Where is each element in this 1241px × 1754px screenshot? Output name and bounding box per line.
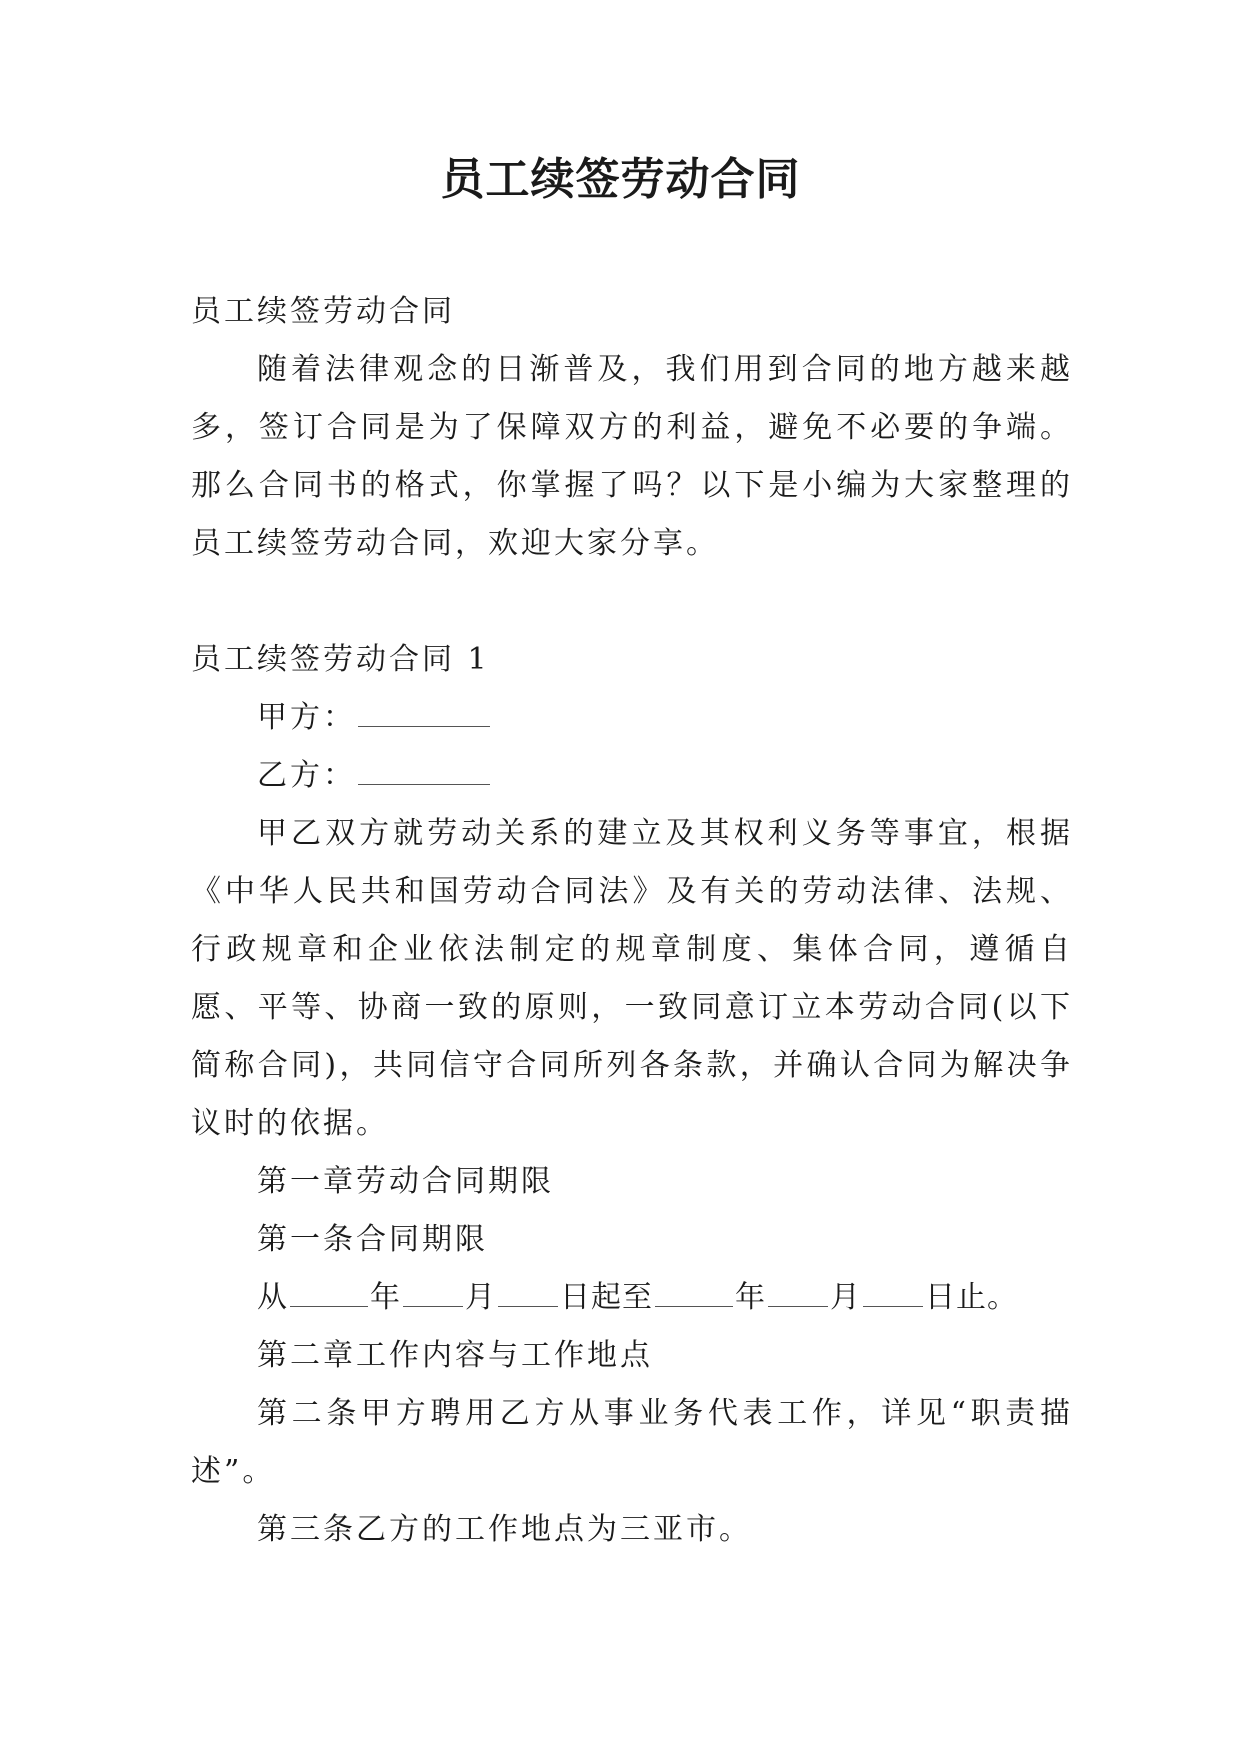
party-a-blank	[358, 696, 490, 727]
term-month-1: 月	[465, 1280, 496, 1315]
end-year-blank	[655, 1276, 733, 1307]
term-year-2: 年	[735, 1280, 766, 1315]
party-b-blank	[358, 754, 490, 785]
contract-heading: 员工续签劳动合同 1	[191, 642, 490, 677]
start-day-blank	[498, 1276, 558, 1307]
intro-section	[191, 283, 1073, 573]
party-b-line	[191, 747, 1073, 805]
intro-heading: 员工续签劳动合同	[191, 294, 455, 329]
term-month-2: 月	[830, 1280, 861, 1315]
start-month-blank	[403, 1276, 463, 1307]
contract-section	[191, 631, 1073, 1559]
article-1-heading: 第一条合同期限	[257, 1222, 488, 1257]
chapter-1-heading: 第一章劳动合同期限	[257, 1164, 554, 1199]
document-title: 员工续签劳动合同	[440, 154, 801, 205]
end-month-blank	[768, 1276, 828, 1307]
contract-term-line	[191, 1269, 1073, 1327]
article-3-paragraph: 第三条乙方的工作地点为三亚市。	[257, 1512, 752, 1547]
party-b-label: 乙方：	[257, 758, 356, 793]
term-from: 从	[257, 1280, 288, 1315]
chapter-2-heading: 第二章工作内容与工作地点	[257, 1338, 653, 1373]
start-year-blank	[290, 1276, 368, 1307]
article-2-paragraph: 第二条甲方聘用乙方从事业务代表工作，详见“职责描述”。	[191, 1396, 1073, 1489]
party-a-label: 甲方：	[257, 700, 356, 735]
term-day-end: 日止。	[925, 1280, 1018, 1315]
term-year-1: 年	[370, 1280, 401, 1315]
party-a-line	[191, 689, 1073, 747]
intro-paragraph: 随着法律观念的日渐普及，我们用到合同的地方越来越多，签订合同是为了保障双方的利益，避免不必要的争端。那么合同书的格式，你掌握了吗？以下是小编为大家整理的员工续签劳动合同，欢迎大家分享。	[191, 352, 1073, 561]
term-day-from-to: 日起至	[560, 1280, 653, 1315]
end-day-blank	[863, 1276, 923, 1307]
preamble-paragraph: 甲乙双方就劳动关系的建立及其权利义务等事宜，根据《中华人民共和国劳动合同法》及有关的劳动法律、法规、行政规章和企业依法制定的规章制度、集体合同，遵循自愿、平等、协商一致的原则，一致同意订立本劳动合同(以下简称合同)，共同信守合同所列各条款，并确认合同为解决争议时的依据。	[191, 816, 1073, 1141]
